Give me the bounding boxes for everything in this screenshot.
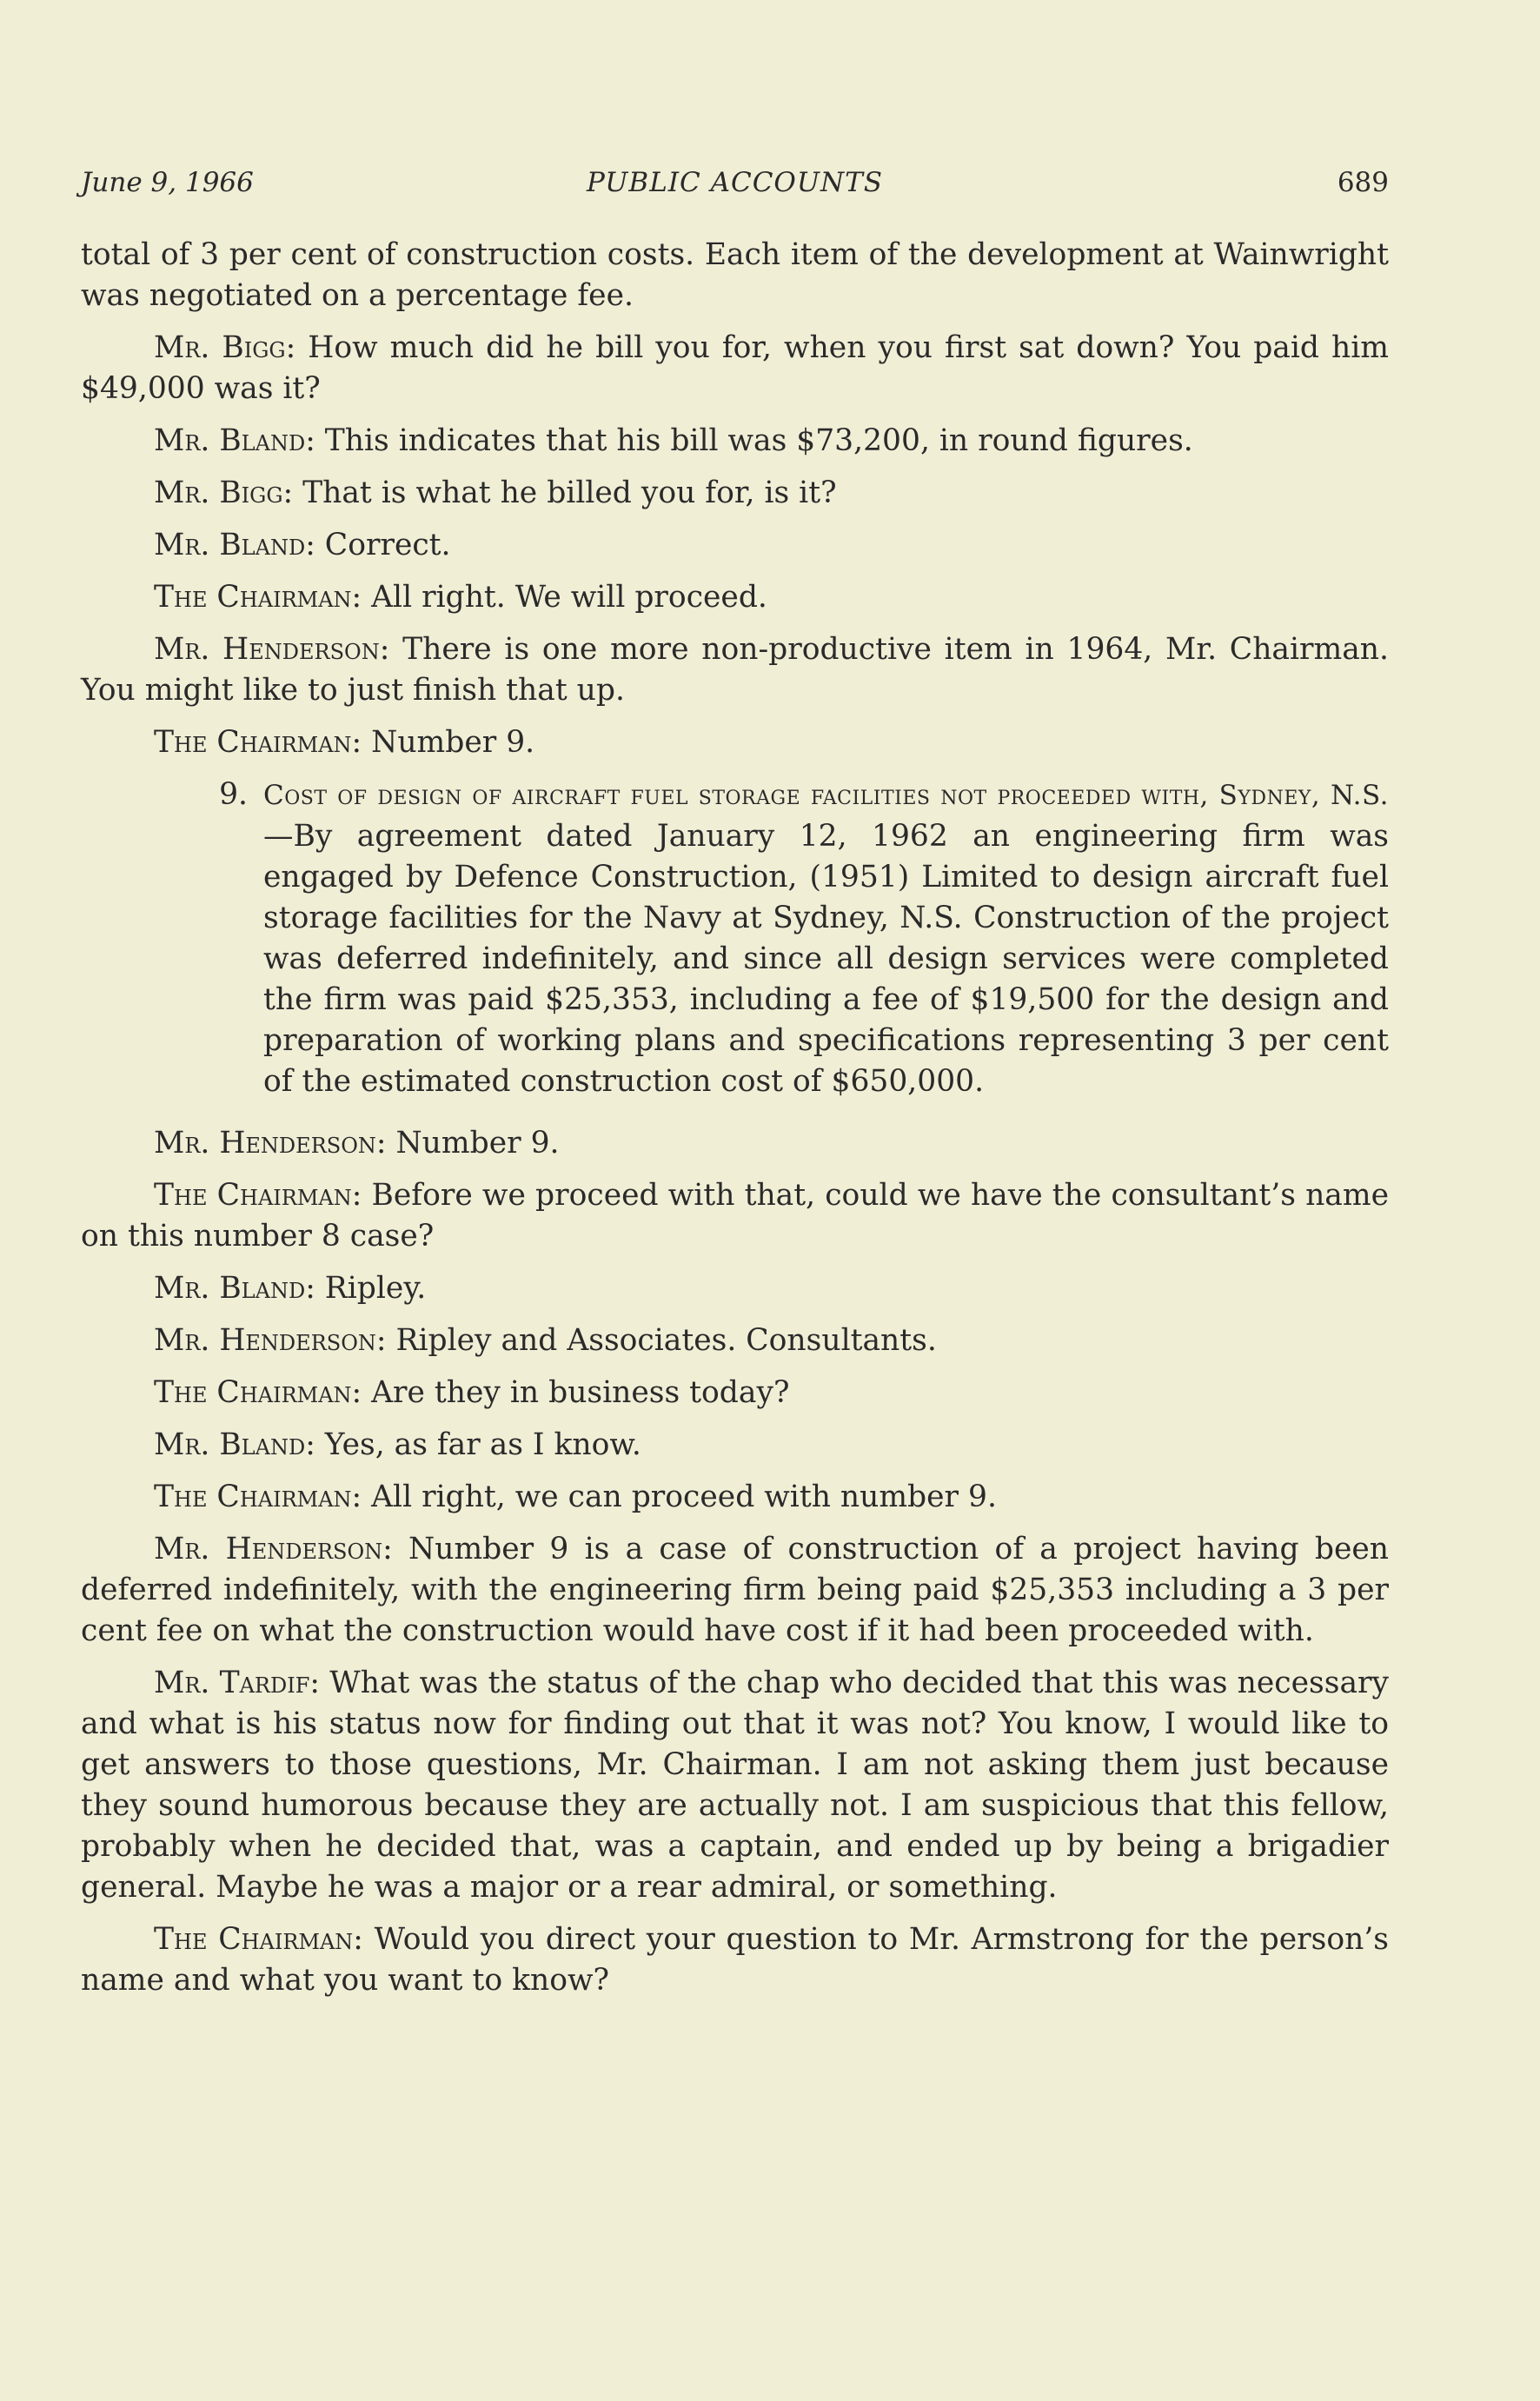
paragraph: The Chairman: Are they in business today? — [154, 1375, 790, 1410]
header-title: PUBLIC ACCOUNTS — [586, 167, 884, 198]
speaker: Mr. Bland: — [154, 423, 315, 458]
speaker: Mr. Bland: — [154, 528, 315, 562]
running-head — [81, 163, 1389, 202]
paragraph: Mr. Bland: Ripley. — [154, 1271, 427, 1306]
paragraph: The Chairman: All right, we can proceed with number 9. — [154, 1480, 997, 1514]
paragraph: The Chairman: Would you direct your question to Mr. Armstrong for the person’s name and what you want to know? — [81, 1922, 1389, 1998]
speaker: Mr. Tardif: — [154, 1666, 321, 1700]
speaker: Mr. Henderson: — [154, 1532, 393, 1566]
paragraph: Mr. Bland: Yes, as far as I know. — [154, 1427, 641, 1462]
speaker: Mr. Henderson: — [154, 632, 390, 667]
speaker: Mr. Henderson: — [154, 1323, 387, 1358]
paragraph: Mr. Bigg: How much did he bill you for, when you first sat down? You paid him $49,000 was it? — [81, 330, 1389, 406]
speaker: Mr. Bland: — [154, 1271, 315, 1306]
paragraph: The Chairman: Before we proceed with that, could we have the consultant’s name on this number 8 case? — [81, 1178, 1390, 1254]
speaker: The Chairman: — [154, 1922, 363, 1957]
speaker: Mr. Bigg: — [154, 476, 294, 510]
paragraph: Mr. Tardif: What was the status of the chap who decided that this was necessary and what is his status now for finding out that it was not? You know, I would like to get answers to those questions, Mr. Chairman. I am not asking them just because they sound humorous because they are actually not. I am suspicious that this fellow, probably when he decided that, was a captain, and ended up by being a brigadier general. Maybe he was a major or a rear admiral, or something. — [81, 1666, 1389, 1905]
paragraph: Mr. Henderson: Ripley and Associates. Consultants. — [154, 1323, 937, 1358]
speaker: The Chairman: — [154, 1480, 362, 1514]
speaker: The Chairman: — [154, 1178, 362, 1213]
paragraph: Mr. Bigg: That is what he billed you for, is it? — [154, 476, 837, 510]
page-body — [81, 235, 1389, 2012]
speaker: Mr. Bigg: — [154, 330, 296, 365]
paragraph: The Chairman: Number 9. — [154, 725, 535, 760]
speaker: The Chairman: — [154, 1375, 362, 1410]
paragraph: total of 3 per cent of construction costs. Each item of the development at Wainwright was negotiated on a percentage fee. — [81, 237, 1389, 313]
paragraph: Mr. Henderson: There is one more non-productive item in 1964, Mr. Chairman. You might like to just finish that up. — [81, 632, 1389, 708]
item-heading: Cost of design of aircraft fuel storage facilities not proceeded with, Sydney, N.S. — [263, 780, 1389, 811]
page-number: 689 — [1337, 167, 1389, 198]
paragraph: Mr. Bland: Correct. — [154, 528, 451, 562]
speaker: The Chairman: — [154, 725, 362, 760]
audit-item-9 — [81, 775, 1389, 1102]
paragraph: The Chairman: All right. We will proceed. — [154, 580, 767, 615]
speaker: Mr. Henderson: — [154, 1126, 387, 1161]
item-text: Cost of design of aircraft fuel storage facilities not proceeded with, Sydney, N.S.—By agreement dated January 12, 1962 an engineering firm was engaged by Defence Construction, (1951) Limited to design aircraft fuel storage facilities for the Navy at Sydney, N.S. Construction of the project was deferred indefinitely, and since all design services were completed the firm was paid $25,353, including a fee of $19,500 for the design and preparation of working plans and specifications representing 3 per cent of the estimated construction cost of $650,000. — [263, 780, 1389, 1099]
paragraph: Mr. Bland: This indicates that his bill was $73,200, in round figures. — [154, 423, 1193, 458]
speaker: Mr. Bland: — [154, 1427, 315, 1462]
item-number: 9. — [219, 777, 248, 812]
header-date: June 9, 1966 — [81, 167, 254, 198]
paragraph: Mr. Henderson: Number 9. — [154, 1126, 560, 1161]
speaker: The Chairman: — [154, 580, 362, 615]
paragraph: Mr. Henderson: Number 9 is a case of construction of a project having been deferred indefinitely, with the engineering firm being paid $25,353 including a 3 per cent fee on what the construction would have cost if it had been proceeded with. — [81, 1532, 1389, 1648]
